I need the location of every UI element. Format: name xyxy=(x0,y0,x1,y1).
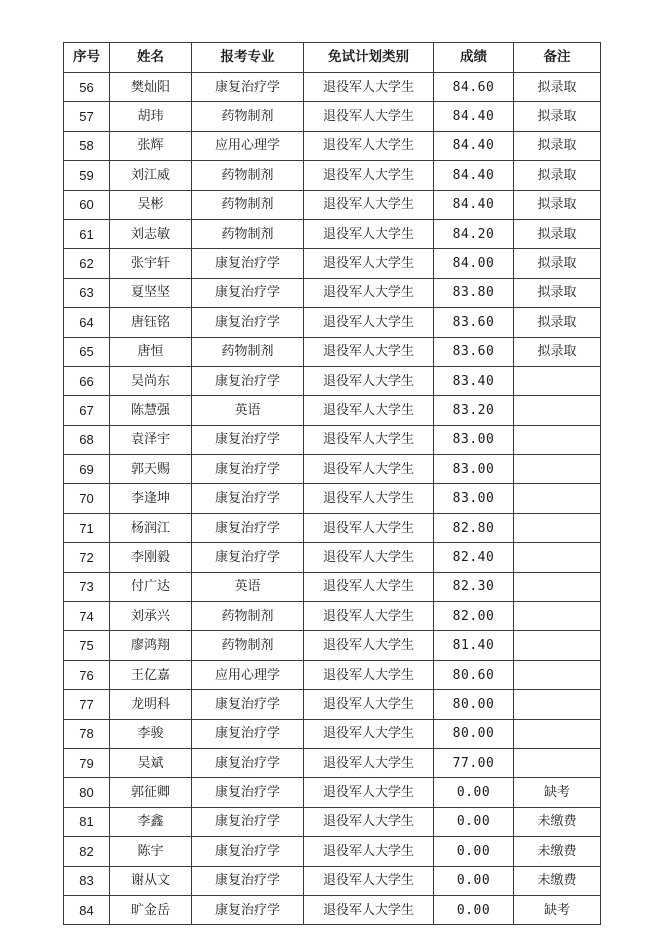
cell-major: 英语 xyxy=(192,396,304,425)
table-row xyxy=(64,837,601,866)
cell-note xyxy=(514,719,601,748)
cell-seq: 69 xyxy=(64,455,110,484)
cell-seq: 77 xyxy=(64,690,110,719)
cell-plan: 退役军人大学生 xyxy=(304,161,434,190)
cell-note: 缺考 xyxy=(514,895,601,924)
cell-seq: 75 xyxy=(64,631,110,660)
table-row xyxy=(64,161,601,190)
cell-plan: 退役军人大学生 xyxy=(304,837,434,866)
cell-note xyxy=(514,690,601,719)
cell-name: 李逢坤 xyxy=(110,484,192,513)
cell-major: 康复治疗学 xyxy=(192,366,304,395)
cell-note xyxy=(514,748,601,777)
cell-major: 应用心理学 xyxy=(192,131,304,160)
cell-name: 夏坚坚 xyxy=(110,278,192,307)
cell-score: 0.00 xyxy=(434,895,514,924)
cell-seq: 71 xyxy=(64,513,110,542)
cell-score: 84.40 xyxy=(434,102,514,131)
cell-name: 刘志敏 xyxy=(110,219,192,248)
cell-major: 药物制剂 xyxy=(192,161,304,190)
table-row xyxy=(64,308,601,337)
cell-score: 83.00 xyxy=(434,484,514,513)
cell-seq: 70 xyxy=(64,484,110,513)
cell-name: 龙明科 xyxy=(110,690,192,719)
cell-note: 未缴费 xyxy=(514,807,601,836)
cell-major: 应用心理学 xyxy=(192,660,304,689)
cell-name: 唐钰铭 xyxy=(110,308,192,337)
cell-seq: 62 xyxy=(64,249,110,278)
cell-note: 拟录取 xyxy=(514,102,601,131)
cell-major: 康复治疗学 xyxy=(192,513,304,542)
cell-seq: 72 xyxy=(64,543,110,572)
table-row xyxy=(64,131,601,160)
cell-seq: 76 xyxy=(64,660,110,689)
cell-score: 83.60 xyxy=(434,337,514,366)
cell-note: 拟录取 xyxy=(514,308,601,337)
cell-note: 拟录取 xyxy=(514,278,601,307)
cell-score: 82.00 xyxy=(434,602,514,631)
cell-seq: 67 xyxy=(64,396,110,425)
table-row xyxy=(64,278,601,307)
table-row xyxy=(64,102,601,131)
cell-plan: 退役军人大学生 xyxy=(304,366,434,395)
cell-plan: 退役军人大学生 xyxy=(304,337,434,366)
cell-name: 王亿嘉 xyxy=(110,660,192,689)
cell-score: 82.40 xyxy=(434,543,514,572)
cell-major: 康复治疗学 xyxy=(192,484,304,513)
cell-note xyxy=(514,543,601,572)
cell-plan: 退役军人大学生 xyxy=(304,102,434,131)
cell-major: 康复治疗学 xyxy=(192,425,304,454)
cell-major: 康复治疗学 xyxy=(192,866,304,895)
table-row xyxy=(64,690,601,719)
cell-major: 药物制剂 xyxy=(192,631,304,660)
cell-major: 康复治疗学 xyxy=(192,308,304,337)
cell-score: 84.40 xyxy=(434,190,514,219)
cell-score: 84.60 xyxy=(434,73,514,102)
cell-note: 缺考 xyxy=(514,778,601,807)
table-row xyxy=(64,778,601,807)
cell-plan: 退役军人大学生 xyxy=(304,895,434,924)
cell-name: 吴尚东 xyxy=(110,366,192,395)
cell-plan: 退役军人大学生 xyxy=(304,249,434,278)
cell-major: 药物制剂 xyxy=(192,102,304,131)
cell-note xyxy=(514,513,601,542)
table-row xyxy=(64,455,601,484)
cell-name: 杨润江 xyxy=(110,513,192,542)
cell-major: 康复治疗学 xyxy=(192,249,304,278)
results-table xyxy=(63,42,601,925)
cell-name: 袁泽宇 xyxy=(110,425,192,454)
cell-name: 旷金岳 xyxy=(110,895,192,924)
table-row xyxy=(64,337,601,366)
cell-name: 张辉 xyxy=(110,131,192,160)
cell-name: 刘承兴 xyxy=(110,602,192,631)
cell-name: 唐恒 xyxy=(110,337,192,366)
cell-note xyxy=(514,631,601,660)
cell-seq: 83 xyxy=(64,866,110,895)
cell-major: 康复治疗学 xyxy=(192,778,304,807)
cell-seq: 81 xyxy=(64,807,110,836)
cell-seq: 58 xyxy=(64,131,110,160)
cell-plan: 退役军人大学生 xyxy=(304,866,434,895)
cell-major: 康复治疗学 xyxy=(192,748,304,777)
cell-score: 84.40 xyxy=(434,161,514,190)
cell-score: 83.00 xyxy=(434,455,514,484)
cell-plan: 退役军人大学生 xyxy=(304,219,434,248)
cell-score: 83.20 xyxy=(434,396,514,425)
header-note: 备注 xyxy=(514,43,601,73)
cell-seq: 64 xyxy=(64,308,110,337)
cell-seq: 82 xyxy=(64,837,110,866)
cell-name: 张宇轩 xyxy=(110,249,192,278)
cell-note: 拟录取 xyxy=(514,249,601,278)
table-row xyxy=(64,543,601,572)
cell-plan: 退役军人大学生 xyxy=(304,513,434,542)
cell-score: 80.00 xyxy=(434,690,514,719)
cell-name: 刘江威 xyxy=(110,161,192,190)
table-row xyxy=(64,425,601,454)
cell-score: 82.80 xyxy=(434,513,514,542)
cell-plan: 退役军人大学生 xyxy=(304,455,434,484)
cell-name: 樊灿阳 xyxy=(110,73,192,102)
cell-note xyxy=(514,366,601,395)
cell-name: 吴彬 xyxy=(110,190,192,219)
cell-plan: 退役军人大学生 xyxy=(304,719,434,748)
cell-seq: 56 xyxy=(64,73,110,102)
cell-note xyxy=(514,425,601,454)
cell-major: 药物制剂 xyxy=(192,219,304,248)
cell-plan: 退役军人大学生 xyxy=(304,748,434,777)
cell-major: 药物制剂 xyxy=(192,190,304,219)
cell-score: 84.40 xyxy=(434,131,514,160)
header-plan: 免试计划类别 xyxy=(304,43,434,73)
cell-major: 药物制剂 xyxy=(192,337,304,366)
cell-note: 拟录取 xyxy=(514,131,601,160)
cell-score: 83.40 xyxy=(434,366,514,395)
table-row xyxy=(64,602,601,631)
cell-score: 83.80 xyxy=(434,278,514,307)
table-row xyxy=(64,719,601,748)
cell-plan: 退役军人大学生 xyxy=(304,631,434,660)
header-seq: 序号 xyxy=(64,43,110,73)
cell-score: 0.00 xyxy=(434,778,514,807)
cell-note: 拟录取 xyxy=(514,337,601,366)
cell-note xyxy=(514,396,601,425)
cell-note xyxy=(514,455,601,484)
table-row xyxy=(64,249,601,278)
table-row xyxy=(64,631,601,660)
cell-score: 0.00 xyxy=(434,837,514,866)
cell-note xyxy=(514,572,601,601)
cell-seq: 84 xyxy=(64,895,110,924)
table-row xyxy=(64,572,601,601)
cell-plan: 退役军人大学生 xyxy=(304,396,434,425)
cell-name: 李骏 xyxy=(110,719,192,748)
cell-seq: 65 xyxy=(64,337,110,366)
cell-note: 拟录取 xyxy=(514,73,601,102)
cell-plan: 退役军人大学生 xyxy=(304,131,434,160)
cell-plan: 退役军人大学生 xyxy=(304,778,434,807)
table-row xyxy=(64,660,601,689)
cell-seq: 74 xyxy=(64,602,110,631)
table-body xyxy=(64,73,601,925)
cell-name: 廖鸿翔 xyxy=(110,631,192,660)
cell-seq: 66 xyxy=(64,366,110,395)
header-row xyxy=(64,43,601,73)
table-header xyxy=(64,43,601,73)
cell-seq: 61 xyxy=(64,219,110,248)
cell-note: 拟录取 xyxy=(514,219,601,248)
cell-note: 未缴费 xyxy=(514,837,601,866)
cell-major: 药物制剂 xyxy=(192,602,304,631)
cell-note xyxy=(514,484,601,513)
cell-seq: 78 xyxy=(64,719,110,748)
cell-major: 康复治疗学 xyxy=(192,690,304,719)
cell-seq: 68 xyxy=(64,425,110,454)
cell-name: 付广达 xyxy=(110,572,192,601)
cell-name: 李鑫 xyxy=(110,807,192,836)
cell-seq: 57 xyxy=(64,102,110,131)
cell-plan: 退役军人大学生 xyxy=(304,278,434,307)
cell-plan: 退役军人大学生 xyxy=(304,73,434,102)
cell-plan: 退役军人大学生 xyxy=(304,190,434,219)
table-row xyxy=(64,366,601,395)
cell-note xyxy=(514,660,601,689)
cell-major: 康复治疗学 xyxy=(192,837,304,866)
cell-score: 0.00 xyxy=(434,807,514,836)
results-sheet xyxy=(63,42,600,925)
table-row xyxy=(64,895,601,924)
cell-major: 康复治疗学 xyxy=(192,543,304,572)
cell-major: 康复治疗学 xyxy=(192,807,304,836)
table-row xyxy=(64,513,601,542)
table-row xyxy=(64,73,601,102)
cell-plan: 退役军人大学生 xyxy=(304,425,434,454)
cell-note: 拟录取 xyxy=(514,190,601,219)
cell-major: 康复治疗学 xyxy=(192,719,304,748)
cell-name: 吴斌 xyxy=(110,748,192,777)
cell-seq: 59 xyxy=(64,161,110,190)
table-row xyxy=(64,748,601,777)
cell-score: 84.20 xyxy=(434,219,514,248)
cell-major: 英语 xyxy=(192,572,304,601)
cell-score: 83.00 xyxy=(434,425,514,454)
cell-score: 84.00 xyxy=(434,249,514,278)
cell-seq: 73 xyxy=(64,572,110,601)
table-row xyxy=(64,219,601,248)
cell-score: 0.00 xyxy=(434,866,514,895)
cell-name: 陈慧强 xyxy=(110,396,192,425)
cell-name: 胡玮 xyxy=(110,102,192,131)
cell-plan: 退役军人大学生 xyxy=(304,807,434,836)
cell-seq: 60 xyxy=(64,190,110,219)
cell-name: 郭天赐 xyxy=(110,455,192,484)
cell-plan: 退役军人大学生 xyxy=(304,690,434,719)
cell-score: 80.60 xyxy=(434,660,514,689)
cell-seq: 80 xyxy=(64,778,110,807)
cell-score: 77.00 xyxy=(434,748,514,777)
header-name: 姓名 xyxy=(110,43,192,73)
cell-major: 康复治疗学 xyxy=(192,278,304,307)
cell-plan: 退役军人大学生 xyxy=(304,572,434,601)
cell-major: 康复治疗学 xyxy=(192,895,304,924)
cell-score: 83.60 xyxy=(434,308,514,337)
cell-plan: 退役军人大学生 xyxy=(304,308,434,337)
cell-seq: 63 xyxy=(64,278,110,307)
cell-note: 拟录取 xyxy=(514,161,601,190)
cell-plan: 退役军人大学生 xyxy=(304,660,434,689)
cell-plan: 退役军人大学生 xyxy=(304,602,434,631)
cell-plan: 退役军人大学生 xyxy=(304,543,434,572)
cell-plan: 退役军人大学生 xyxy=(304,484,434,513)
cell-major: 康复治疗学 xyxy=(192,455,304,484)
table-row xyxy=(64,807,601,836)
table-row xyxy=(64,484,601,513)
cell-note: 未缴费 xyxy=(514,866,601,895)
cell-score: 80.00 xyxy=(434,719,514,748)
cell-seq: 79 xyxy=(64,748,110,777)
cell-name: 李刚毅 xyxy=(110,543,192,572)
table-row xyxy=(64,866,601,895)
table-row xyxy=(64,190,601,219)
cell-note xyxy=(514,602,601,631)
cell-major: 康复治疗学 xyxy=(192,73,304,102)
cell-name: 谢从文 xyxy=(110,866,192,895)
cell-score: 82.30 xyxy=(434,572,514,601)
header-major: 报考专业 xyxy=(192,43,304,73)
header-score: 成绩 xyxy=(434,43,514,73)
cell-name: 郭征卿 xyxy=(110,778,192,807)
table-row xyxy=(64,396,601,425)
cell-score: 81.40 xyxy=(434,631,514,660)
cell-name: 陈宇 xyxy=(110,837,192,866)
